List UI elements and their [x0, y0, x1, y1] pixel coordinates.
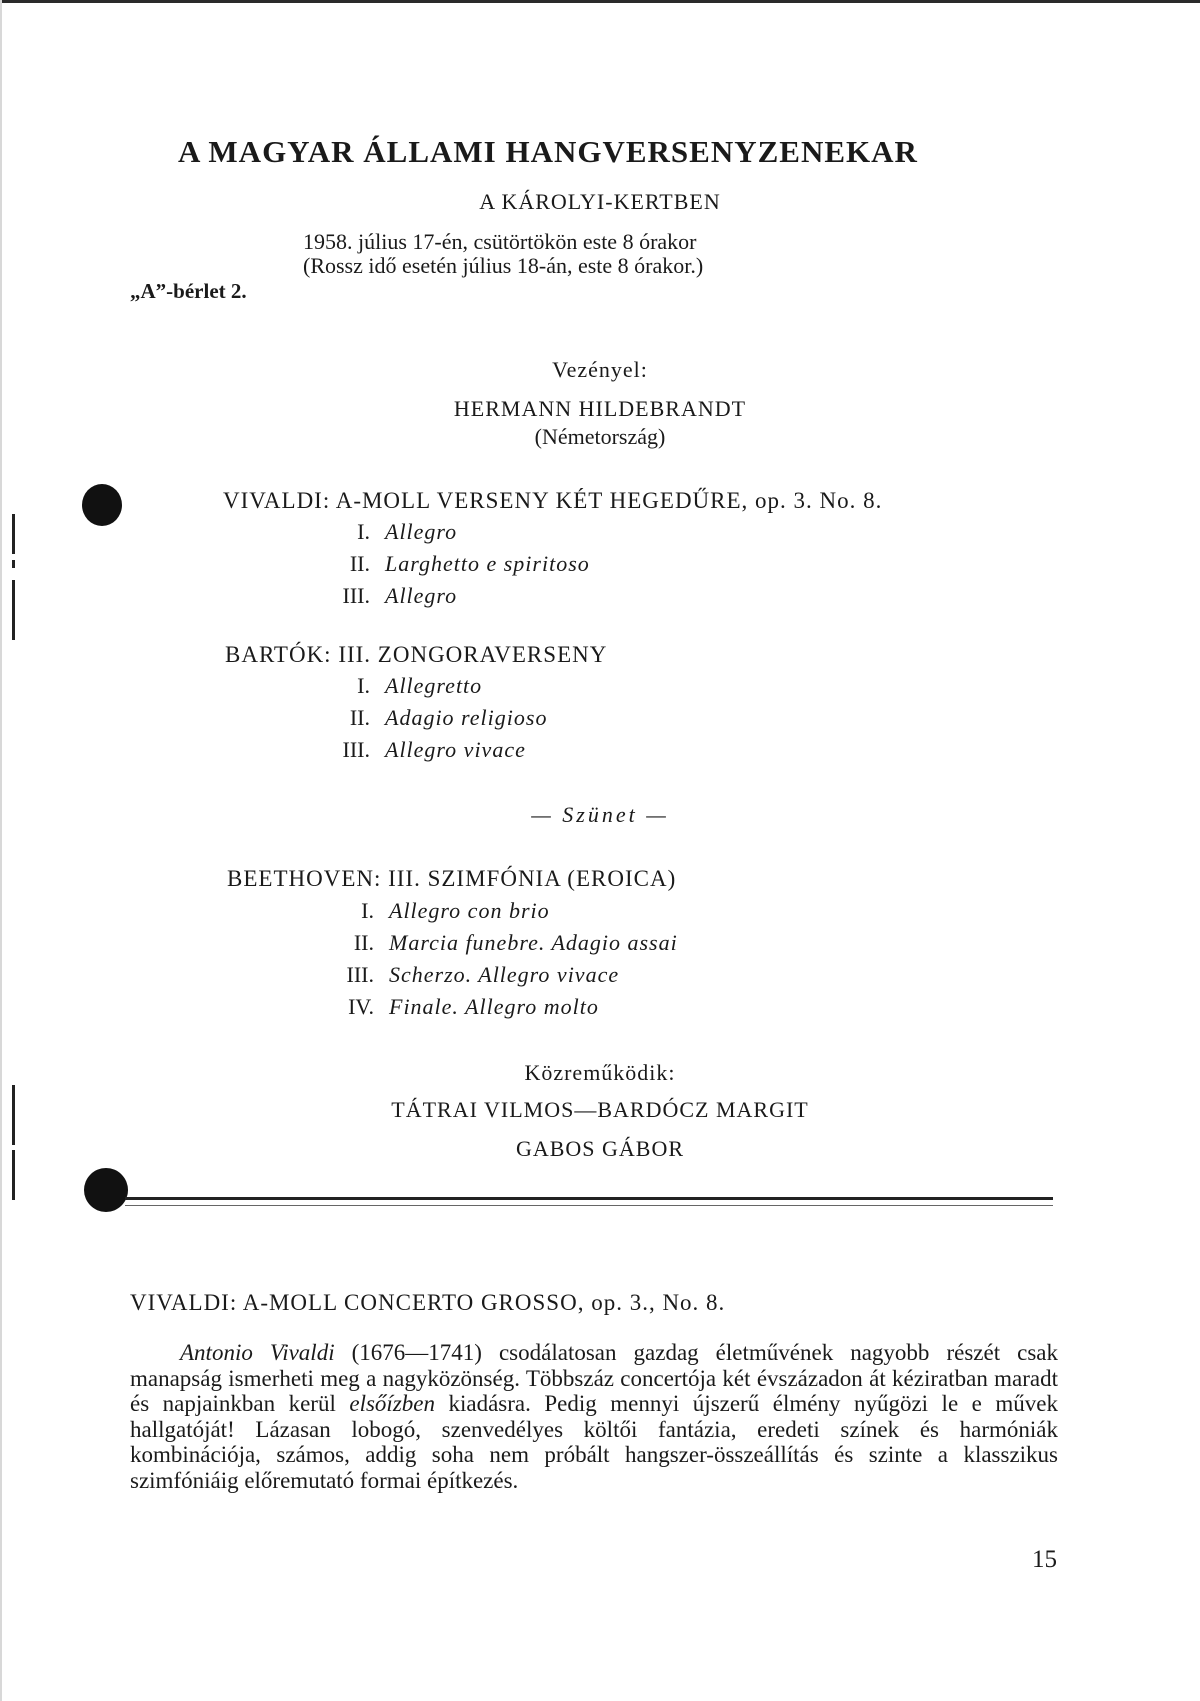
binding-mark — [12, 560, 15, 568]
conductor-name: HERMANN HILDEBRANDT — [453, 396, 747, 421]
concert-date: 1958. július 17-én, csütörtökön este 8 órakor — [303, 229, 697, 254]
movement-number: III. — [342, 583, 370, 608]
binding-mark — [12, 514, 15, 554]
binding-hole-bottom — [84, 1168, 128, 1212]
movement-name: Scherzo. Allegro vivace — [389, 962, 620, 987]
performers-label: Közreműködik: — [524, 1060, 676, 1085]
movement-number: II. — [349, 551, 370, 576]
notes-text: kiadásra. Pedig mennyi újszerű élmény nyűgözi le e művek hallgatóját! Lázasan lobogó, szenvedélyes költői fantázia, eredeti színek és harmóniák kombinációja, számos, addig soha nem próbált hangszer-összeállítás és szinte a klasszikus szimfóniáig előremutató formai építkezés. — [130, 1391, 1058, 1493]
movement-number: I. — [357, 519, 370, 544]
movement-number: I. — [357, 673, 370, 698]
notes-emphasis: elsőízben — [349, 1391, 435, 1417]
work-beethoven-title: BEETHOVEN: III. SZIMFÓNIA (EROICA) — [227, 866, 677, 891]
divider-rule — [125, 1205, 1053, 1206]
movement-name: Allegro — [385, 583, 458, 608]
conductor-label: Vezényel: — [552, 357, 648, 382]
movement-name: Larghetto e spiritoso — [385, 551, 590, 576]
movement-name: Allegro con brio — [389, 898, 550, 923]
divider-rule — [125, 1197, 1053, 1200]
work-vivaldi-title: VIVALDI: A-MOLL VERSENY KÉT HEGEDŰRE, op. 3. No. 8. — [223, 488, 883, 513]
movement-number: I. — [361, 898, 374, 923]
movement-name: Allegro vivace — [385, 737, 526, 762]
composer-name: Antonio Vivaldi — [180, 1340, 335, 1365]
performers-line: TÁTRAI VILMOS—BARDÓCZ MARGIT — [391, 1097, 809, 1122]
binding-mark — [12, 580, 15, 640]
venue: A KÁROLYI-KERTBEN — [479, 189, 721, 214]
movement-name: Marcia funebre. Adagio assai — [389, 930, 678, 955]
movement-number: IV. — [348, 994, 374, 1019]
notes-heading: VIVALDI: A-MOLL CONCERTO GROSSO, op. 3., No. 8. — [130, 1290, 726, 1315]
rain-date: (Rossz idő esetén július 18-án, este 8 órakor.) — [303, 253, 704, 278]
page-edge — [0, 0, 2, 1701]
movement-name: Finale. Allegro molto — [389, 994, 599, 1019]
intermission: — Szünet — — [531, 802, 669, 827]
notes-text: (1676—1741) csodálatosan gazdag életművének nagyobb részét csak manapság ismerheti meg a nagyközönség. Többszáz concertója két évszázadon át kéziratban maradt és napjainkban kerül — [130, 1340, 1058, 1417]
top-border — [0, 0, 1200, 3]
movement-number: III. — [346, 962, 374, 987]
movement-number: II. — [353, 930, 374, 955]
movement-number: II. — [349, 705, 370, 730]
performers-line: GABOS GÁBOR — [515, 1136, 685, 1161]
conductor-country: (Németország) — [534, 424, 666, 449]
movement-name: Allegro — [385, 519, 458, 544]
movement-name: Allegretto — [385, 673, 483, 698]
movement-name: Adagio religioso — [385, 705, 548, 730]
orchestra-title: A MAGYAR ÁLLAMI HANGVERSENYZENEKAR — [178, 134, 918, 169]
notes-paragraph — [130, 1340, 1058, 1494]
binding-hole-top — [82, 484, 122, 526]
work-bartok-title: BARTÓK: III. ZONGORAVERSENY — [225, 642, 608, 667]
movement-number: III. — [342, 737, 370, 762]
page-number: 15 — [1032, 1546, 1057, 1573]
subscription-label: „A”-bérlet 2. — [130, 279, 247, 303]
